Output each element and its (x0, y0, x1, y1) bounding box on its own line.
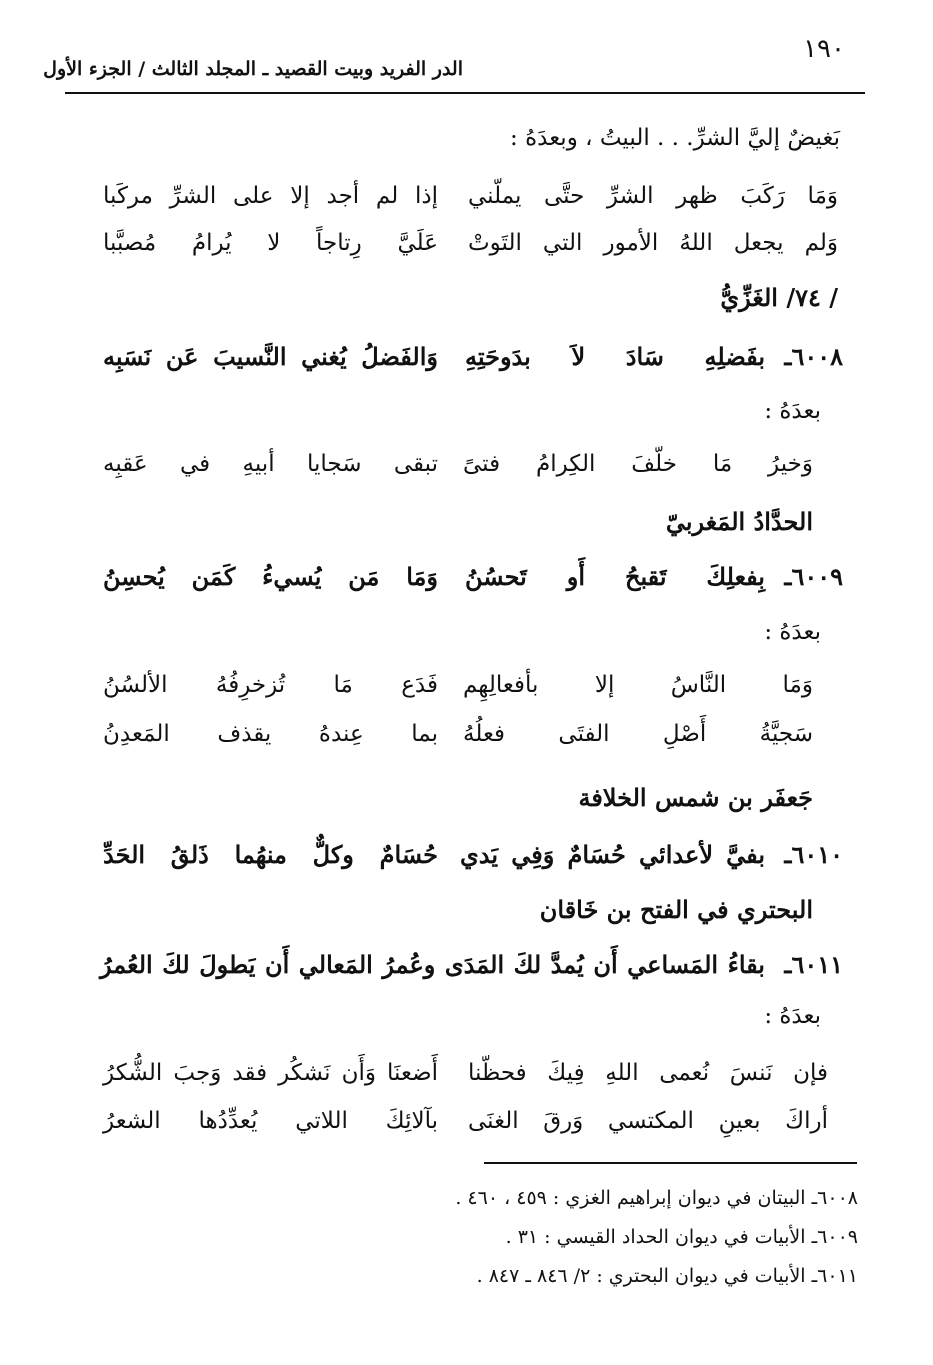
verse-left-hemistich: أَضعنَا وَأَن نَشكُر فقد وَجبَ الشُّكرُ (103, 1060, 438, 1086)
footnote-divider (484, 1162, 857, 1164)
verse-number: ٦٠١١ـ (784, 950, 843, 979)
poet-heading: / ٧٤/ الغَزِّيُّ (720, 283, 838, 312)
verse-right-hemistich: بِفعلِكَ تَقبحُ أَو تَحسُنُ (465, 562, 765, 591)
footnote: ٦٠١١ـ الأبيات في ديوان البحتري : ٢/ ٨٤٦ ـ ٨٤٧ . (476, 1265, 858, 1287)
verse-right-hemistich: سَجيَّةُ أَصْلِ الفتَى فعلُهُ (463, 721, 813, 747)
verse-left-hemistich: وَالفَضلُ يُغني النَّسيبَ عَن نَسَبِه (103, 342, 438, 371)
verse-right-hemistich: وَخيرُ مَا خلّفَ الكِرامُ فتىً (463, 451, 813, 477)
verse-right-hemistich: بفَضلِهِ سَادَ لاَ بدَوحَتِهِ (465, 342, 765, 371)
after-label: بعدَهُ : (764, 619, 821, 645)
verse-number: ٦٠٠٨ـ (784, 342, 843, 371)
after-label: بعدَهُ : (764, 398, 821, 424)
verse-full-line: بقاءُ المَساعي أَن يُمدَّ لكَ المَدَى وعُمرُ المَعالي أَن يَطولَ لكَ العُمرُ (100, 950, 765, 979)
verse-left-hemistich: تبقى سَجايا أبيهِ في عَقبِه (103, 451, 438, 477)
verse-left-hemistich: فَدَع مَا تُزخرِفُهُ الألسُنُ (103, 672, 438, 698)
verse-right-hemistich: بفيَّ لأعدائي حُسَامٌ وَفِي يَدي (460, 840, 765, 869)
verse-left-hemistich: عَلَيَّ رِتاجاً لا يُرامُ مُصبَّبا (103, 230, 438, 256)
verse-number: ٦٠١٠ـ (784, 840, 843, 869)
page-number: ١٩٠ (803, 34, 845, 64)
poet-heading: الحدَّادُ المَغربيّ (665, 507, 813, 536)
verse-right-hemistich: وَمَا النَّاسُ إلا بأفعالِهِم (463, 672, 813, 698)
header-divider (65, 92, 865, 94)
verse-left-hemistich: إذا لم أجد إلا على الشرِّ مركَبا (103, 183, 438, 209)
verse-left-hemistich: حُسَامٌ وكلٌّ منهُما ذَلقُ الحَدِّ (103, 840, 438, 869)
verse-right-hemistich: وَمَا رَكَبَ ظهر الشرِّ حتَّى يملّني (468, 183, 838, 209)
running-title: الدر الفريد وبيت القصيد ـ المجلد الثالث / الجزء الأول (43, 58, 463, 80)
poet-heading: جَعفَر بن شمس الخلافة (578, 783, 813, 812)
verse-number: ٦٠٠٩ـ (784, 562, 843, 591)
verse-right-hemistich: فإن نَنسَ نُعمى اللهِ فِيكَ فحظّنا (468, 1060, 828, 1086)
verse-left-hemistich: وَمَا مَن يُسيءُ كَمَن يُحسِنُ (103, 562, 438, 591)
intro-line: بَغيضٌ إليَّ الشرِّ. . . البيتُ ، وبعدَهُ : (510, 125, 840, 151)
verse-left-hemistich: بما عِندهُ يقذف المَعدِنُ (103, 721, 438, 747)
verse-left-hemistich: بآلائِكَ اللاتي يُعدِّدُها الشعرُ (103, 1108, 438, 1134)
poet-heading: البحتري في الفتح بن خَاقان (539, 895, 813, 924)
after-label: بعدَهُ : (764, 1003, 821, 1029)
footnote: ٦٠٠٩ـ الأبيات في ديوان الحداد القيسي : ٣١ . (505, 1226, 858, 1248)
verse-right-hemistich: وَلم يجعل اللهُ الأمور التي التَوتْ (468, 230, 838, 256)
footnote: ٦٠٠٨ـ البيتان في ديوان إبراهيم الغزي : ٤٥٩ ، ٤٦٠ . (455, 1187, 858, 1209)
verse-right-hemistich: أراكَ بعينِ المكتسي وَرقَ الغنَى (468, 1108, 828, 1134)
